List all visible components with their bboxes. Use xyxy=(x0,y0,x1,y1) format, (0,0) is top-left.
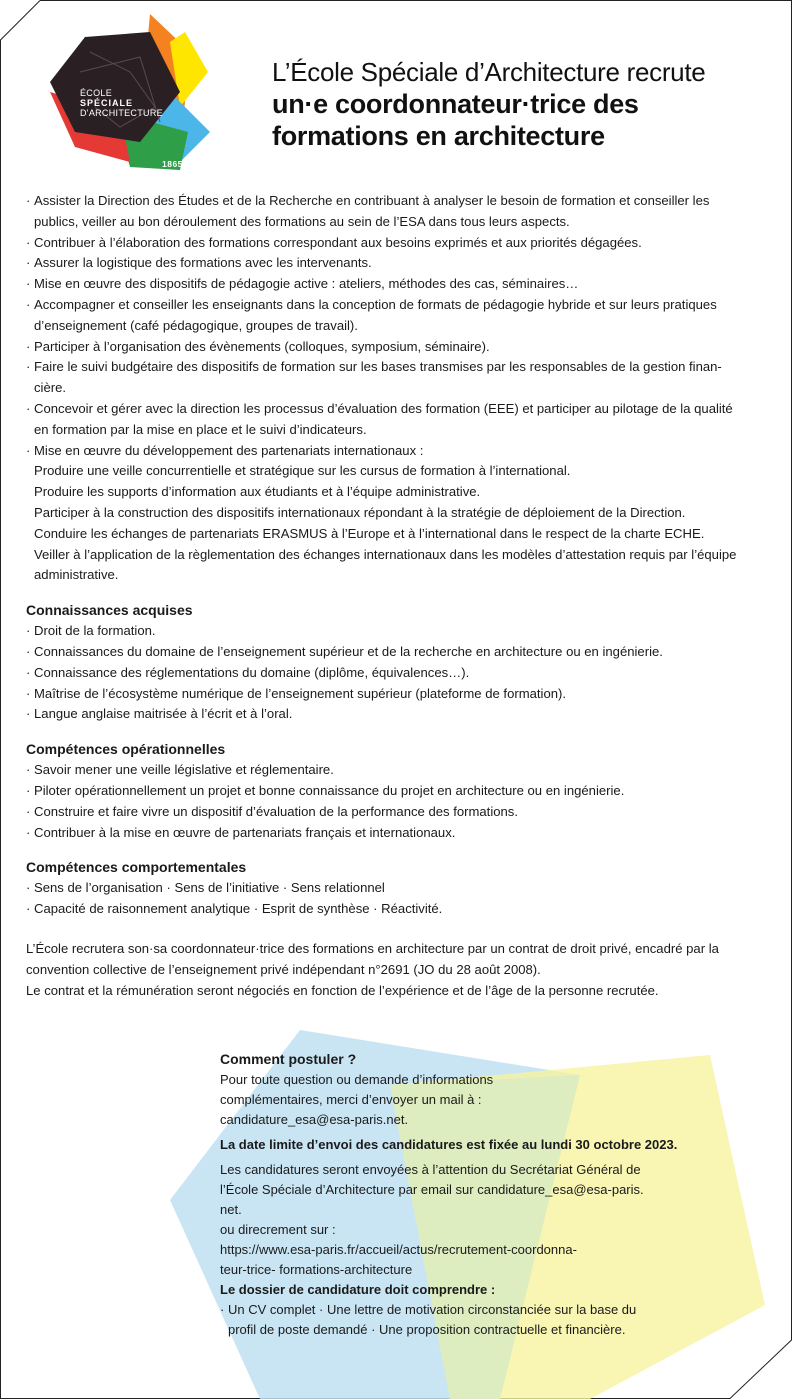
mission-line: · Accompagner et conseiller les enseignants dans la conception de formats de pédagogie hybride et sur leurs pratiques xyxy=(34,296,717,312)
apply-send-line: net. xyxy=(220,1202,242,1217)
mission-line: publics, veiller au bon déroulement des formations au sein de l’ESA dans tous leurs aspects. xyxy=(34,213,570,229)
list-item: · Langue anglaise maitrisée à l’écrit et à l’oral. xyxy=(26,704,771,725)
list-item: · Piloter opérationnellement un projet et bonne connaissance du projet en architecture ou en ingénierie. xyxy=(26,781,771,802)
header-title-line1: un·e coordonnateur·trice des xyxy=(272,89,639,119)
list-item xyxy=(26,441,771,587)
list-item xyxy=(26,337,771,358)
apply-deadline: La date limite d’envoi des candidatures est fixée au lundi 30 octobre 2023. xyxy=(220,1137,678,1152)
operationnelles-list xyxy=(26,760,771,843)
list-item xyxy=(26,399,771,441)
apply-intro-line: complémentaires, merci d’envoyer un mail à : xyxy=(220,1092,482,1107)
list-item xyxy=(26,233,771,254)
mission-line: Participer à la construction des dispositifs internationaux répondant à la stratégie de déploiement de la Direction. xyxy=(34,504,686,520)
comportementales-list xyxy=(26,878,771,920)
list-item xyxy=(26,253,771,274)
list-item xyxy=(26,191,771,233)
section-title-comportementales: Compétences comportementales xyxy=(26,859,247,876)
mission-line: Produire une veille concurrentielle et stratégique sur les cursus de formation à l’international. xyxy=(34,463,571,479)
apply-or-line: ou direcrement sur : xyxy=(220,1222,336,1237)
contract-line: L’École recrutera son·sa coordonnateur·trice des formations en architecture par un contrat de droit privé, encadré par la xyxy=(26,940,719,956)
section-title-connaissances: Connaissances acquises xyxy=(26,602,193,619)
mission-line: · Assurer la logistique des formations avec les intervenants. xyxy=(34,255,372,271)
application-section xyxy=(220,1048,680,1340)
mission-line: cière. xyxy=(34,380,67,396)
list-item: · Maîtrise de l’écosystème numérique de l’enseignement supérieur (plateforme de formation). xyxy=(26,684,771,705)
contract-line: Le contrat et la rémunération seront négociés en fonction de l’expérience et de l’âge de la personne recrutée. xyxy=(26,982,659,998)
list-item: · Sens de l’organisation · Sens de l’initiative · Sens relationnel xyxy=(26,878,771,899)
list-item xyxy=(26,295,771,337)
list-item: · Contribuer à la mise en œuvre de partenariats français et internationaux. xyxy=(26,823,771,844)
dossier-title: Le dossier de candidature doit comprendre : xyxy=(220,1282,496,1297)
apply-url-line[interactable]: https://www.esa-paris.fr/accueil/actus/recrutement-coordonna- xyxy=(220,1242,577,1257)
mission-line: · Participer à l’organisation des évènements (colloques, symposium, séminaire). xyxy=(34,338,490,354)
contract-line: convention collective de l’enseignement privé indépendant n°2691 (JO du 28 août 2008). xyxy=(26,961,541,977)
missions-list xyxy=(26,191,771,586)
mission-line: · Contribuer à l’élaboration des formations correspondant aux besoins exprimés et aux priorités dégagées. xyxy=(34,234,642,250)
header-title-line2: formations en architecture xyxy=(272,121,605,151)
page-header xyxy=(272,56,772,152)
logo-line-speciale: SPÉCIALE xyxy=(80,98,134,108)
header-recruits-line: L’École Spéciale d’Architecture recrute xyxy=(272,57,706,87)
list-item: · Capacité de raisonnement analytique · Esprit de synthèse · Réactivité. xyxy=(26,899,771,920)
apply-send-line: l’École Spéciale d’Architecture par email sur candidature_esa@esa-paris. xyxy=(220,1182,644,1197)
mission-line: · Assister la Direction des Études et de la Recherche en contribuant à analyser le besoin de formation et conseiller les xyxy=(34,193,710,208)
esa-logo xyxy=(20,12,220,182)
mission-line: en formation par la mise en place et le suivi d’indicateurs. xyxy=(34,421,367,437)
apply-intro-line: Pour toute question ou demande d’informations xyxy=(220,1072,494,1087)
list-item: · Connaissance des réglementations du domaine (diplôme, équivalences…). xyxy=(26,663,771,684)
mission-line: Produire les supports d’information aux étudiants et à l’équipe administrative. xyxy=(34,484,481,500)
apply-send-line: Les candidatures seront envoyées à l’attention du Secrétariat Général de xyxy=(220,1162,641,1177)
list-item: · Savoir mener une veille législative et réglementaire. xyxy=(26,760,771,781)
connaissances-list xyxy=(26,621,771,725)
dossier-list xyxy=(220,1300,680,1340)
apply-url-line[interactable]: teur-trice- formations-architecture xyxy=(220,1262,413,1277)
logo-line-ecole: ÉCOLE xyxy=(80,88,113,98)
logo-line-darchitecture: D'ARCHITECTURE xyxy=(80,108,163,118)
mission-line: · Faire le suivi budgétaire des dispositifs de formation sur les bases transmises par les responsables de la gestion finan- xyxy=(34,359,722,375)
list-item xyxy=(26,274,771,295)
mission-line: d’enseignement (café pédagogique, groupes de travail). xyxy=(34,317,358,333)
logo-years: 1865-2015 xyxy=(162,159,208,169)
apply-email[interactable]: candidature_esa@esa-paris.net. xyxy=(220,1112,409,1127)
mission-line: Conduire les échanges de partenariats ERASMUS à l’Europe et à l’international dans le respect de la charte ECHE. xyxy=(34,525,705,541)
logo-shapes xyxy=(20,12,220,182)
dossier-line: · Un CV complet · Une lettre de motivation circonstanciée sur la base du xyxy=(228,1302,637,1317)
contract-paragraph xyxy=(26,939,771,1001)
list-item: · Construire et faire vivre un dispositif d’évaluation de la performance des formations. xyxy=(26,802,771,823)
list-item: · Droit de la formation. xyxy=(26,621,771,642)
mission-line: · Mise en œuvre des dispositifs de pédagogie active : ateliers, méthodes des cas, séminaires… xyxy=(34,276,579,292)
dossier-line: profil de poste demandé · Une proposition contractuelle et financière. xyxy=(228,1322,626,1337)
mission-line: administrative. xyxy=(34,567,119,583)
list-item xyxy=(220,1300,680,1340)
list-item xyxy=(26,357,771,399)
mission-line: · Concevoir et gérer avec la direction les processus d’évaluation des formation (EEE) et participer au pilotage de la qualité xyxy=(34,400,733,416)
apply-title: Comment postuler ? xyxy=(220,1051,357,1067)
mission-line: · Mise en œuvre du développement des partenariats internationaux : xyxy=(34,442,424,458)
job-description xyxy=(26,191,771,1001)
mission-line: Veiller à l’application de la règlementation des échanges internationaux dans les modèles d’attestation requis par l’équipe xyxy=(34,546,737,562)
list-item: · Connaissances du domaine de l’enseignement supérieur et de la recherche en architecture ou en ingénierie. xyxy=(26,642,771,663)
section-title-operationnelles: Compétences opérationnelles xyxy=(26,741,226,758)
